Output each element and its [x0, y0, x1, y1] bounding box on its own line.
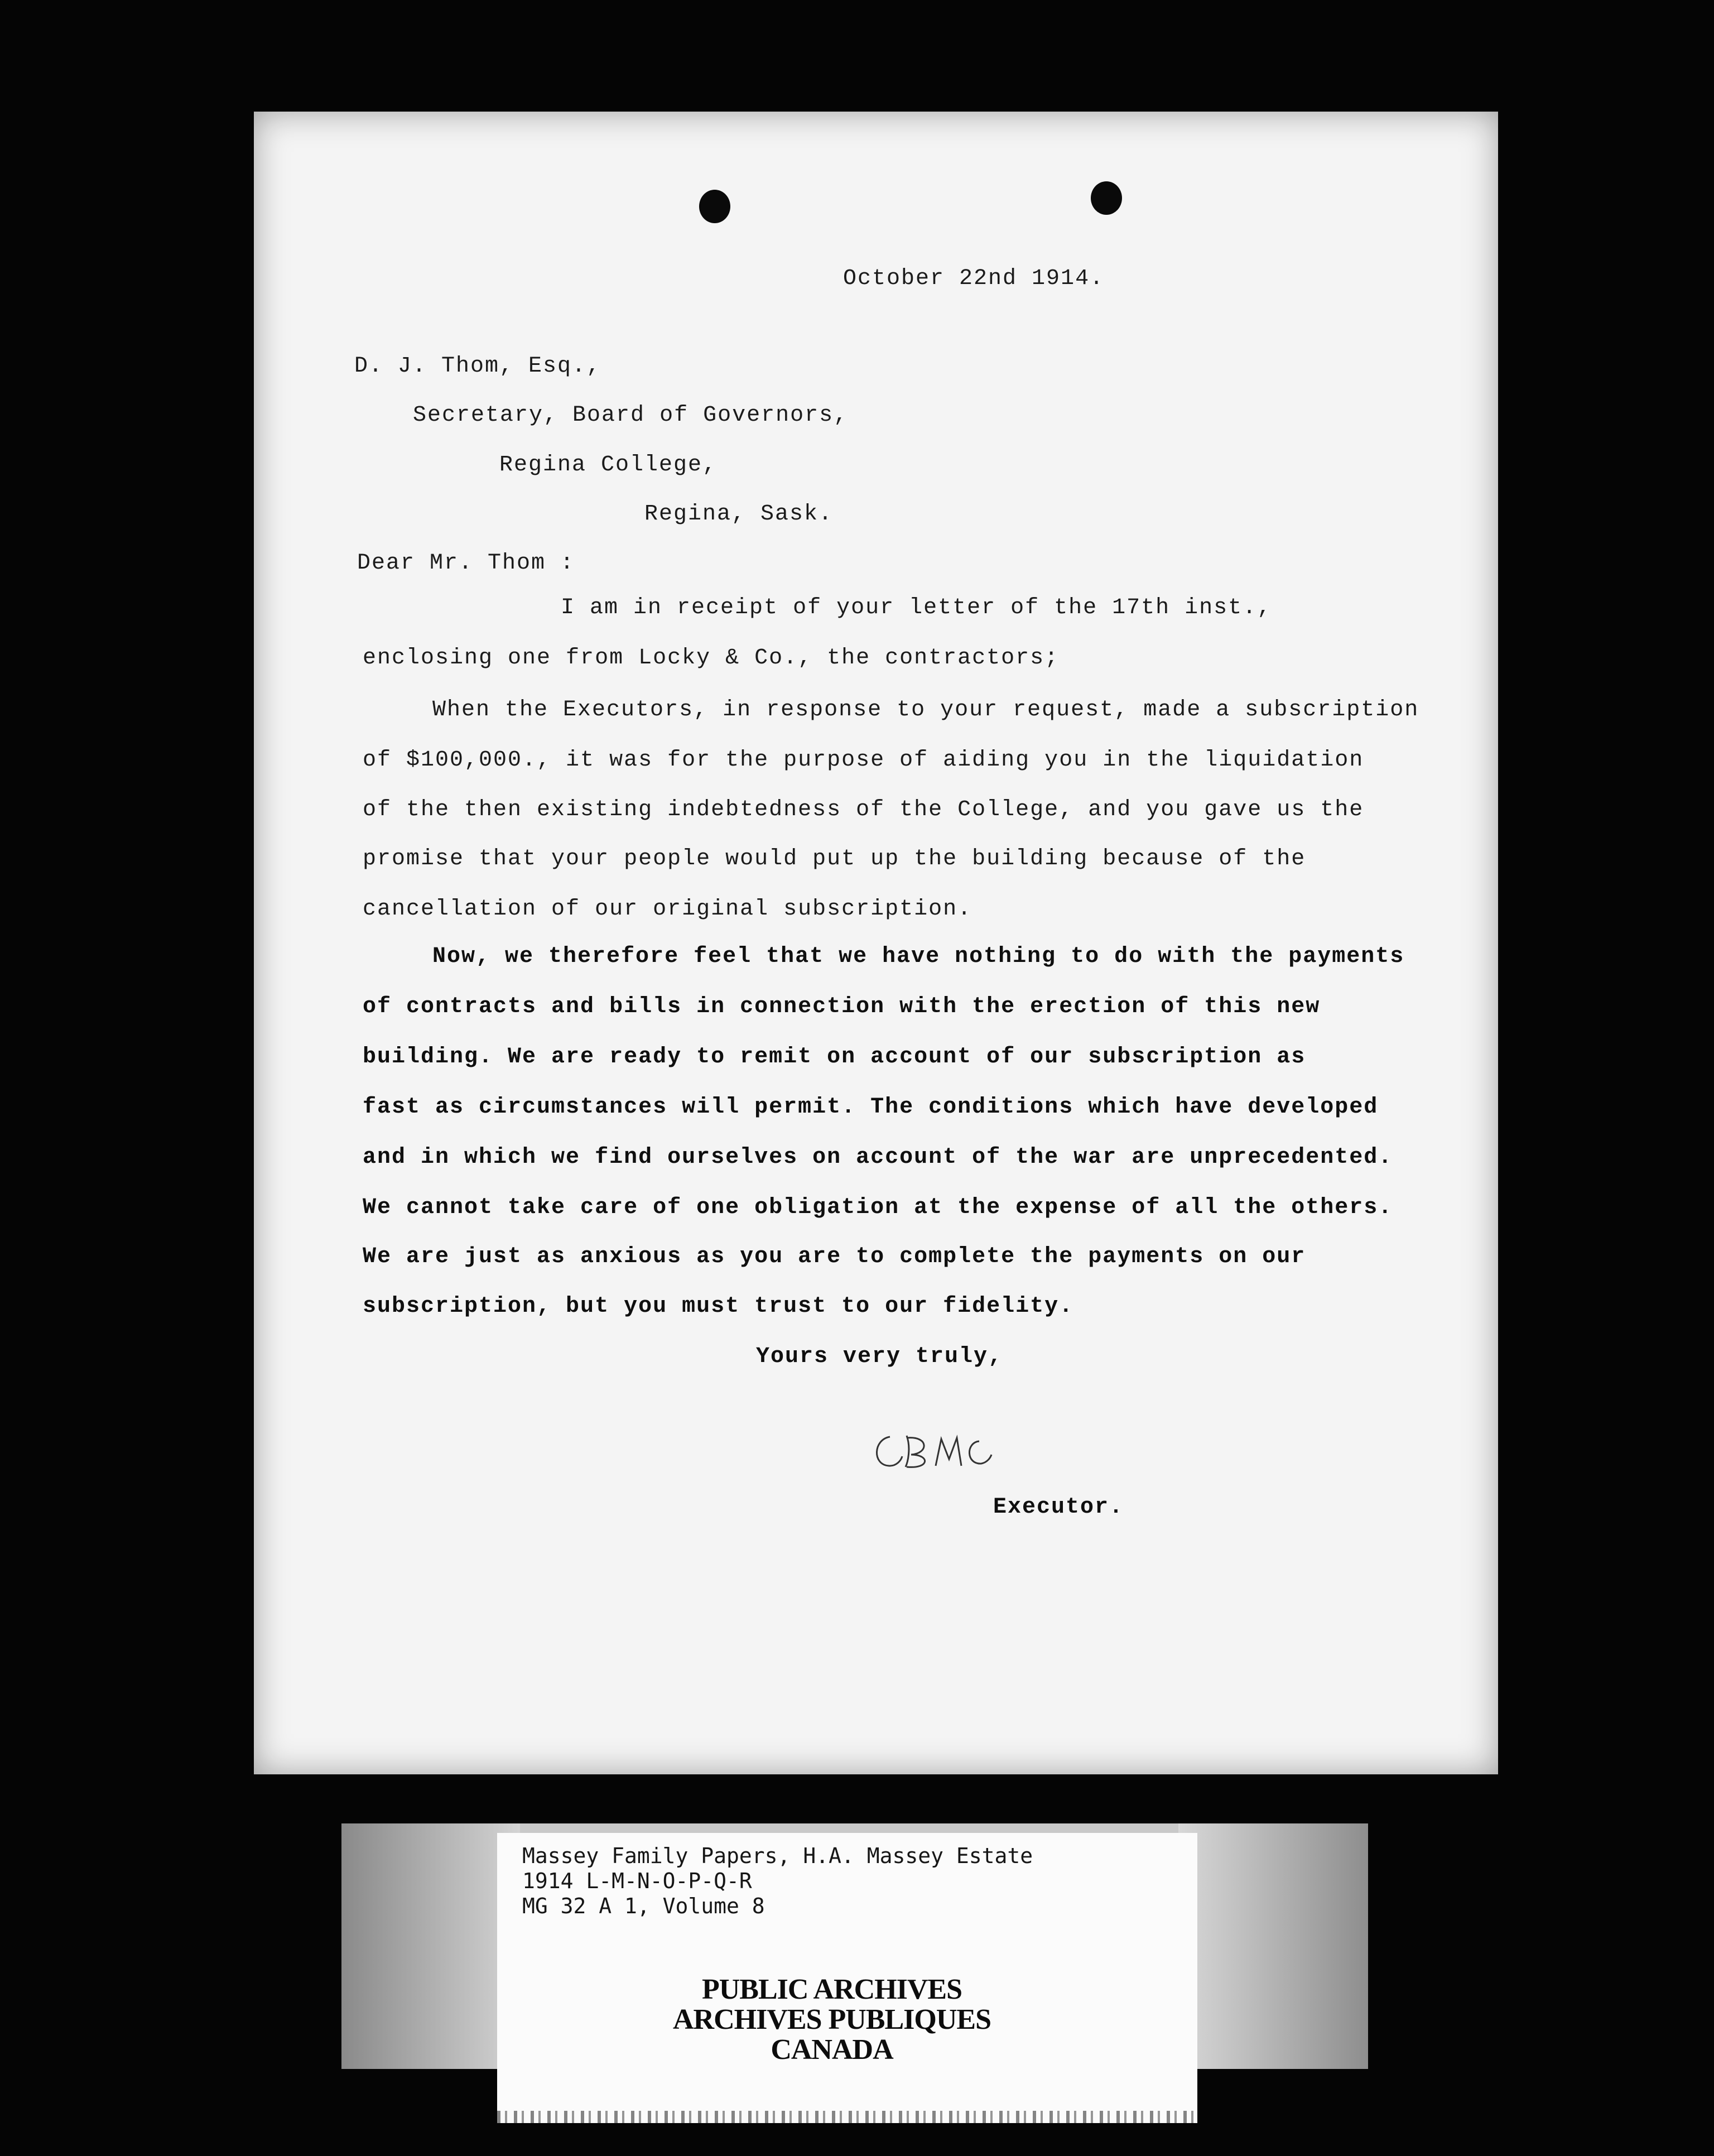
- punch-hole-left: [699, 190, 730, 223]
- archive-collection: Massey Family Papers, H.A. Massey Estate: [522, 1844, 1033, 1868]
- stamp-line: ARCHIVES PUBLIQUES: [672, 2004, 991, 2035]
- addressee-title: Secretary, Board of Governors,: [413, 403, 849, 428]
- body-line: When the Executors, in response to your request, made a subscription: [432, 697, 1419, 723]
- body-line: cancellation of our original subscription.: [363, 897, 972, 922]
- card-edge-noise: [497, 2111, 1197, 2123]
- signer-title: Executor.: [993, 1495, 1124, 1520]
- body-line: building. We are ready to remit on account of our subscription as: [363, 1045, 1306, 1070]
- body-line: We are just as anxious as you are to complete the payments on our: [363, 1244, 1306, 1269]
- punch-hole-right: [1091, 181, 1122, 215]
- body-line: subscription, but you must trust to our fidelity.: [363, 1294, 1074, 1319]
- addressee-city: Regina, Sask.: [644, 502, 834, 527]
- body-line: promise that your people would put up the building because of the: [363, 846, 1306, 872]
- handwritten-signature: [868, 1426, 996, 1476]
- body-line: of the then existing indebtedness of the College, and you gave us the: [363, 797, 1364, 822]
- body-line: I am in receipt of your letter of the 17th inst.,: [561, 595, 1272, 620]
- salutation: Dear Mr. Thom :: [357, 551, 575, 576]
- archive-year-range: 1914 L-M-N-O-P-Q-R: [522, 1869, 752, 1893]
- archives-stamp: [637, 1975, 1027, 2066]
- body-line: We cannot take care of one obligation at the expense of all the others.: [363, 1195, 1393, 1220]
- addressee-name: D. J. Thom, Esq.,: [354, 354, 601, 379]
- body-line: of $100,000., it was for the purpose of aiding you in the liquidation: [363, 748, 1364, 773]
- archive-index-card: [497, 1833, 1197, 2123]
- body-line: fast as circumstances will permit. The conditions which have developed: [363, 1095, 1379, 1120]
- archive-volume: MG 32 A 1, Volume 8: [522, 1894, 765, 1918]
- body-line: Now, we therefore feel that we have nothing to do with the payments: [432, 944, 1405, 969]
- body-line: of contracts and bills in connection with the erection of this new: [363, 994, 1321, 1019]
- letter-page: [254, 112, 1498, 1774]
- closing: Yours very truly,: [756, 1344, 1003, 1369]
- stamp-line: CANADA: [771, 2034, 893, 2066]
- addressee-institution: Regina College,: [499, 453, 718, 478]
- letter-date: October 22nd 1914.: [843, 266, 1105, 291]
- body-line: enclosing one from Locky & Co., the contractors;: [363, 646, 1060, 671]
- stamp-line: PUBLIC ARCHIVES: [701, 1974, 962, 2005]
- body-line: and in which we find ourselves on account of the war are unprecedented.: [363, 1145, 1393, 1170]
